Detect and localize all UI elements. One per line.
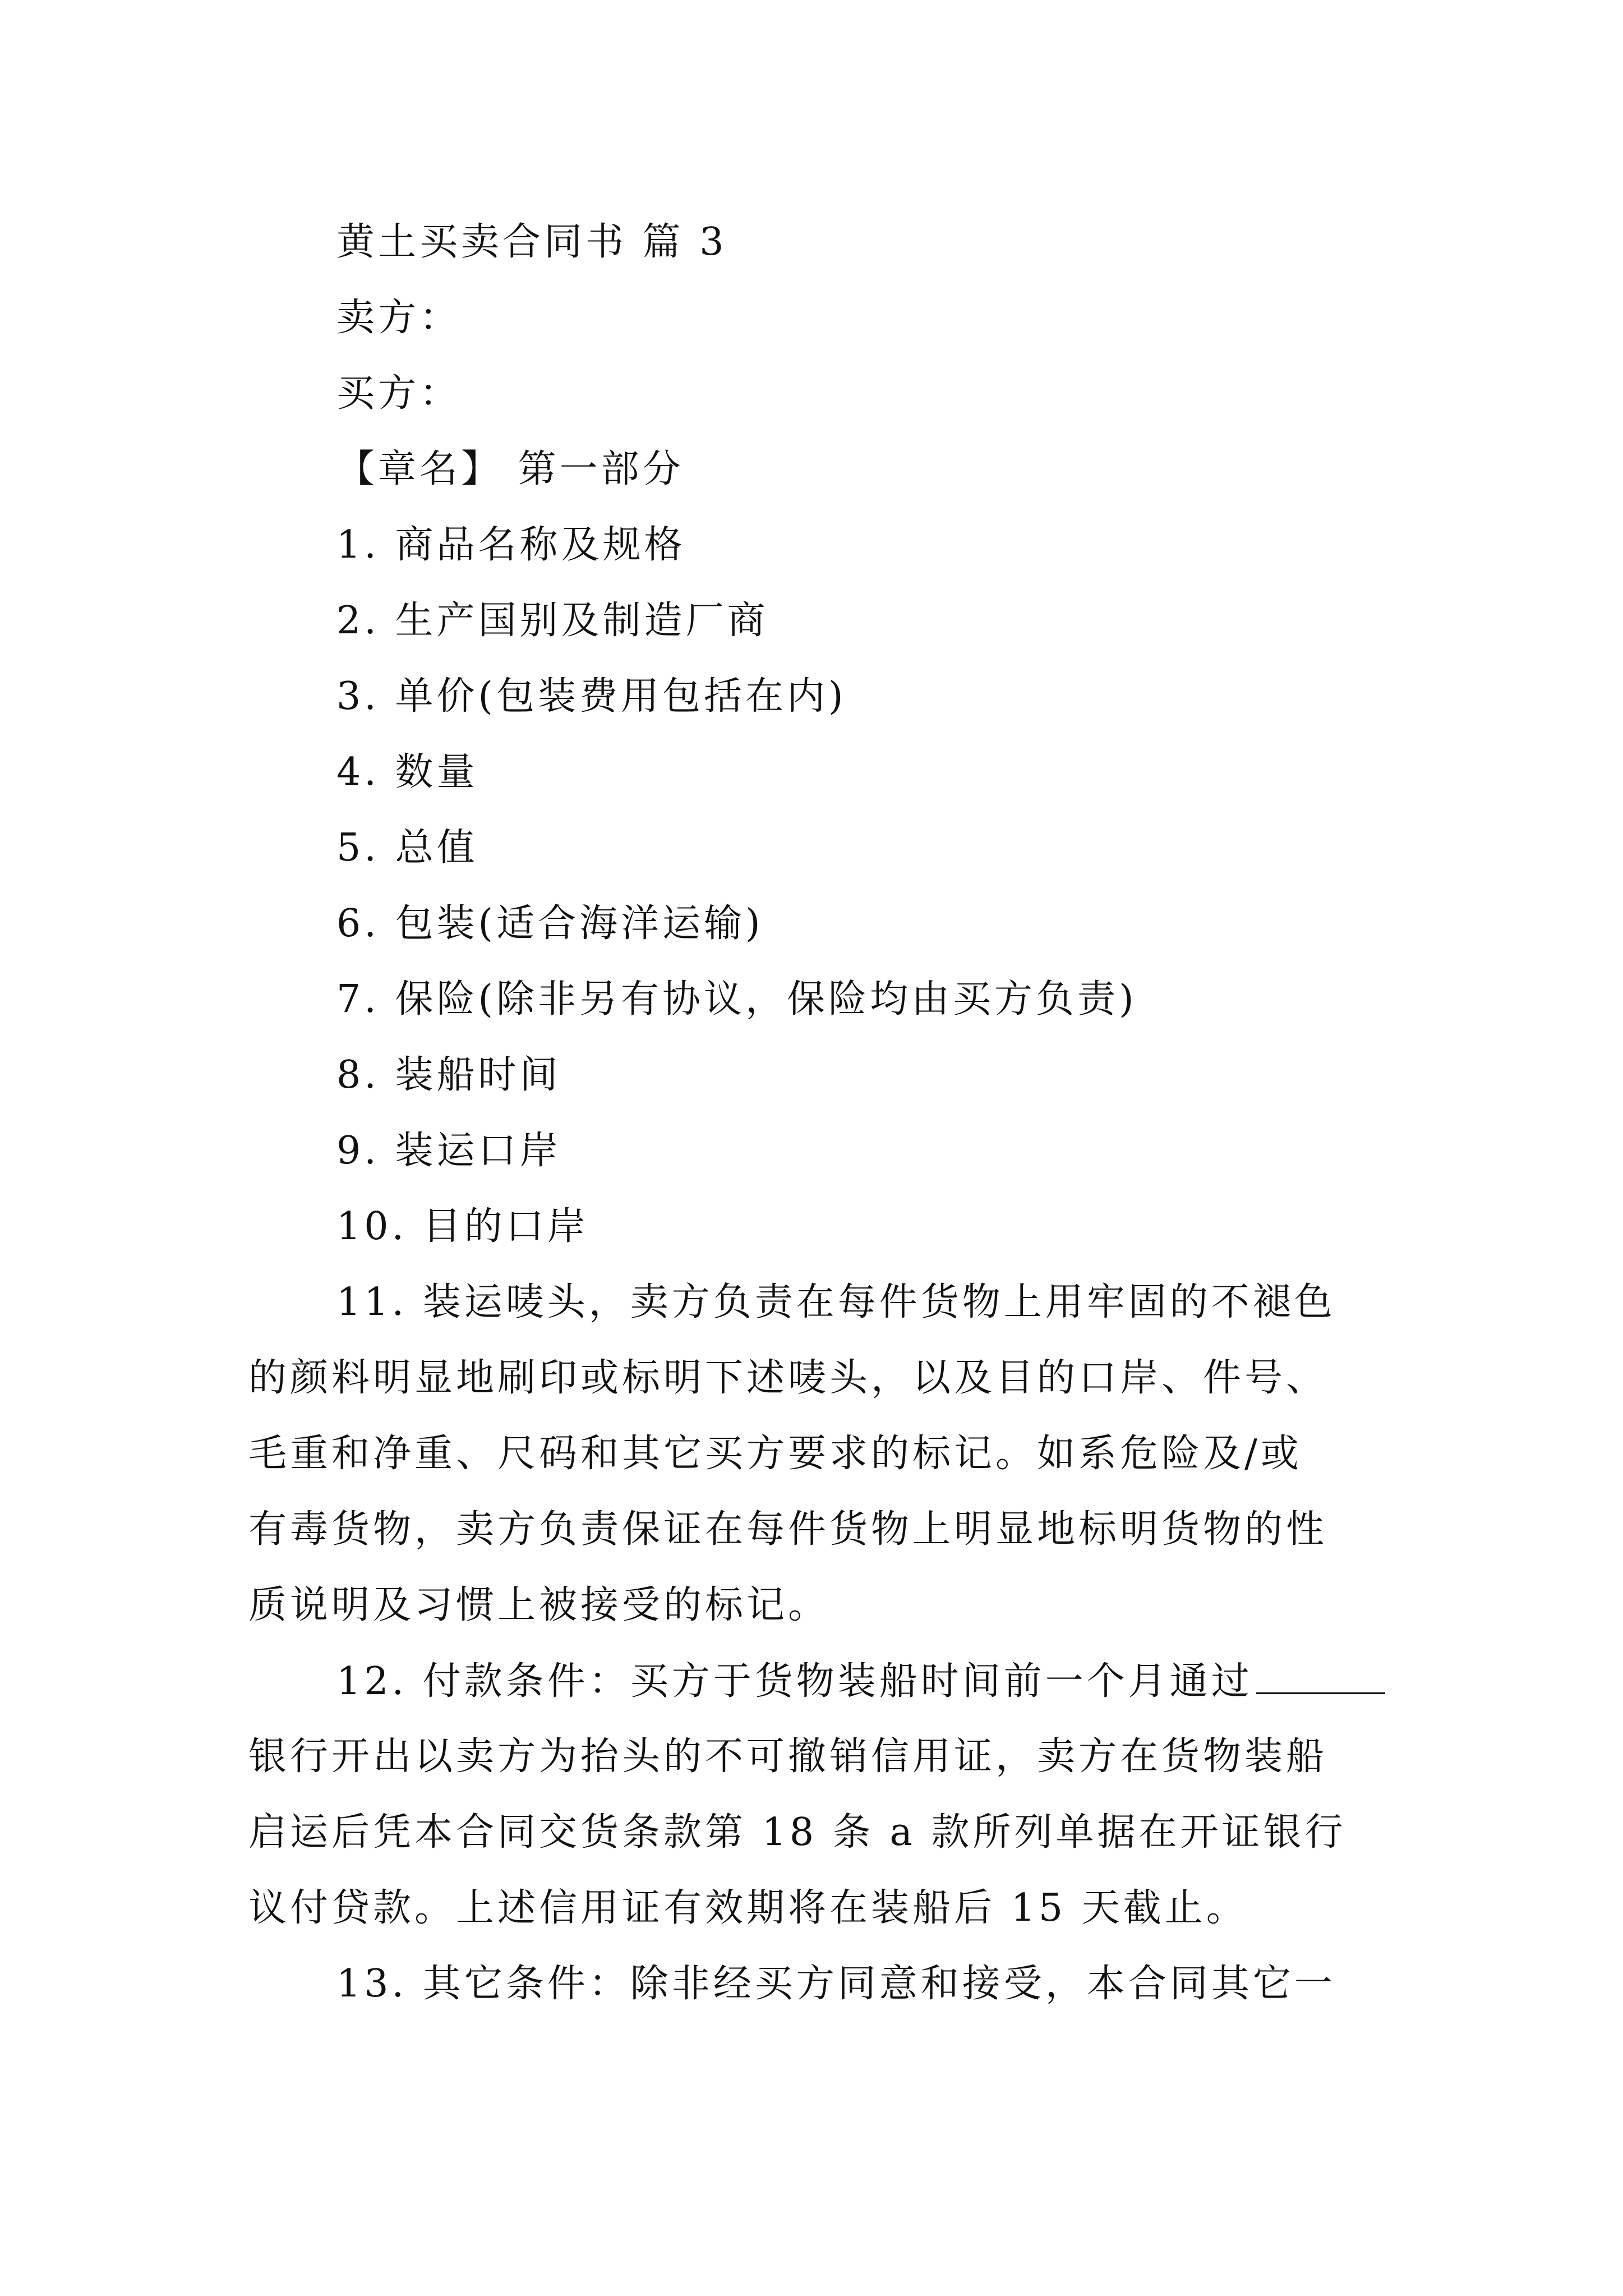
paragraph-line: 质说明及习惯上被接受的标记。 <box>248 1583 830 1627</box>
paragraph-line: 11. 装运唛头，卖方负责在每件货物上用牢固的不褪色 <box>336 1280 1336 1324</box>
paragraph-line <box>336 1659 1376 1704</box>
paragraph-line: 13. 其它条件：除非经买方同意和接受，本合同其它一 <box>336 1962 1336 2006</box>
paragraph-line: 的颜料明显地刷印或标明下述唛头，以及目的口岸、件号、 <box>248 1356 1328 1400</box>
document-title: 黄土买卖合同书 篇 3 <box>336 220 727 264</box>
paragraph-line: 有毒货物，卖方负责保证在每件货物上明显地标明货物的性 <box>248 1507 1328 1552</box>
list-item: 3. 单价(包装费用包括在内) <box>336 674 847 719</box>
list-item: 7. 保险(除非另有协议，保险均由买方负责) <box>336 977 1137 1022</box>
list-item: 2. 生产国别及制造厂商 <box>336 599 769 643</box>
paragraph-line: 启运后凭本合同交货条款第 18 条 a 款所列单据在开证银行 <box>248 1810 1347 1855</box>
seller-label: 卖方： <box>336 296 462 340</box>
list-item: 6. 包装(适合海洋运输) <box>336 901 764 946</box>
buyer-label: 买方： <box>336 371 462 416</box>
paragraph-line: 银行开出以卖方为抬头的不可撤销信用证，卖方在货物装船 <box>248 1734 1328 1779</box>
list-item: 4. 数量 <box>336 750 478 794</box>
paragraph-line: 毛重和净重、尺码和其它买方要求的标记。如系危险及/或 <box>248 1432 1302 1476</box>
list-item: 1. 商品名称及规格 <box>336 523 686 567</box>
bank-name-blank <box>1256 1659 1385 1694</box>
list-item: 9. 装运口岸 <box>336 1129 561 1173</box>
payment-terms-text: 12. 付款条件：买方于货物装船时间前一个月通过 <box>336 1659 1253 1704</box>
list-item: 8. 装船时间 <box>336 1053 561 1097</box>
chapter-heading: 【章名】 第一部分 <box>336 447 684 491</box>
list-item: 10. 目的口岸 <box>336 1204 589 1249</box>
list-item: 5. 总值 <box>336 826 478 870</box>
paragraph-line: 议付贷款。上述信用证有效期将在装船后 15 天截止。 <box>248 1886 1248 1930</box>
